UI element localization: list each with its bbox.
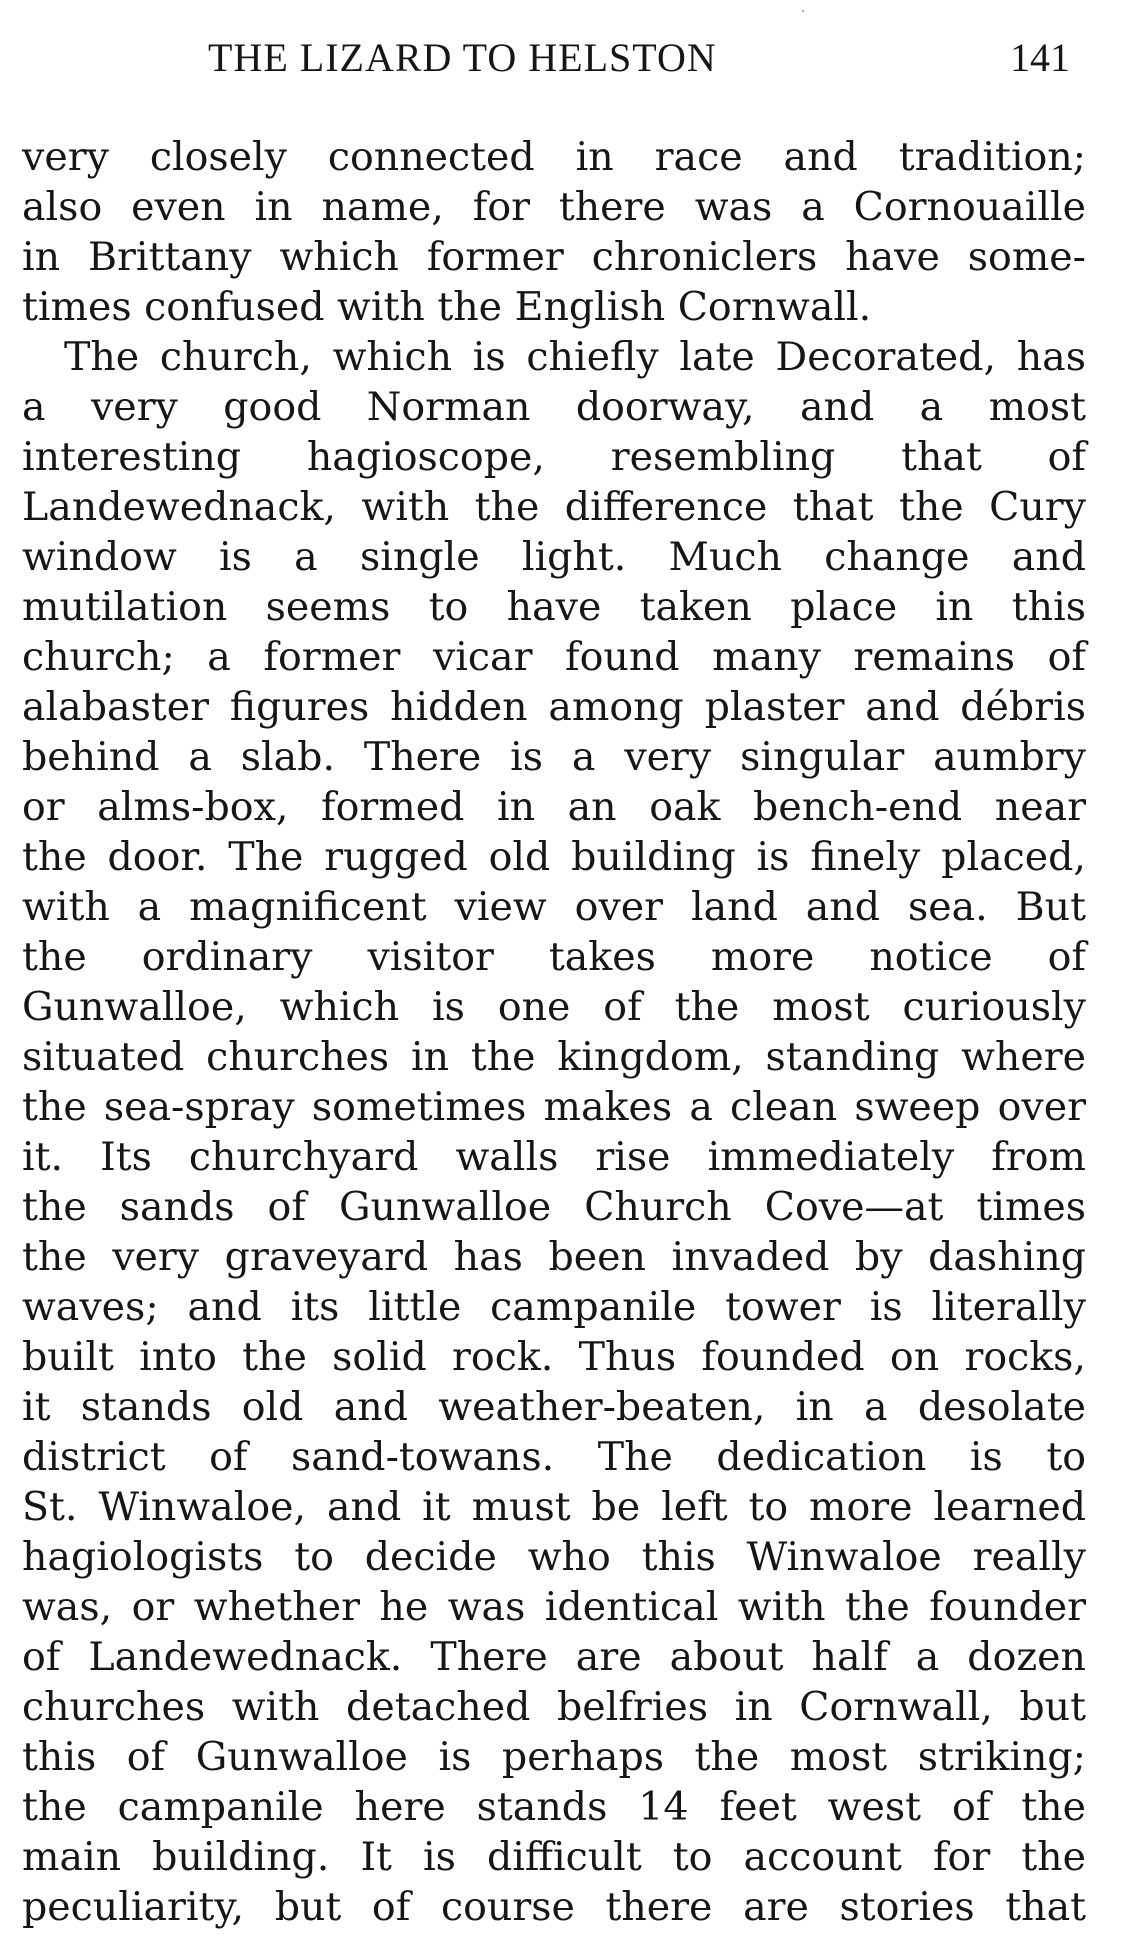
text-line: hagiologists to decide who this Winwaloe really — [22, 1534, 1086, 1580]
running-title: THE LIZARD TO HELSTON — [208, 35, 717, 80]
text-line: waves; and its little campanile tower is literally — [22, 1284, 1086, 1330]
page-number: 141 — [1010, 35, 1070, 80]
text-line: a very good Norman doorway, and a most — [22, 384, 1086, 430]
page-header — [0, 34, 1126, 94]
text-line: this of Gunwalloe is perhaps the most striking; — [22, 1734, 1086, 1780]
text-line: times confused with the English Cornwall. — [22, 284, 872, 330]
text-line: Gunwalloe, which is one of the most curiously — [22, 984, 1086, 1030]
text-line: window is a single light. Much change and — [22, 534, 1086, 580]
paragraph-start-line: The church, which is chiefly late Decorated, has — [64, 334, 1086, 380]
text-line: the ordinary visitor takes more notice of — [22, 934, 1086, 980]
text-line: it. Its churchyard walls rise immediately from — [22, 1134, 1086, 1180]
text-line: alabaster figures hidden among plaster and débris — [22, 684, 1086, 730]
text-line: main building. It is difficult to account for the — [22, 1834, 1086, 1880]
text-line: the sands of Gunwalloe Church Cove—at times — [22, 1184, 1086, 1230]
text-line: peculiarity, but of course there are stories that — [22, 1884, 1086, 1930]
text-line: Landewednack, with the difference that the Cury — [22, 484, 1086, 530]
body-text — [22, 132, 1086, 1932]
text-line: with a magnificent view over land and sea. But — [22, 884, 1086, 930]
text-line: interesting hagioscope, resembling that of — [22, 434, 1086, 480]
text-line: situated churches in the kingdom, standing where — [22, 1034, 1086, 1080]
text-line: the door. The rugged old building is finely placed, — [22, 834, 1086, 880]
text-line: mutilation seems to have taken place in this — [22, 584, 1086, 630]
text-line: it stands old and weather-beaten, in a desolate — [22, 1384, 1086, 1430]
text-line: was, or whether he was identical with the founder — [22, 1584, 1086, 1630]
text-line: also even in name, for there was a Cornouaille — [22, 184, 1086, 230]
text-line: the very graveyard has been invaded by dashing — [22, 1234, 1086, 1280]
text-line: in Brittany which former chroniclers have some- — [22, 234, 1086, 280]
scan-speck — [802, 10, 804, 12]
text-line: or alms-box, formed in an oak bench-end near — [22, 784, 1086, 830]
text-line: church; a former vicar found many remains of — [22, 634, 1086, 680]
text-line: of Landewednack. There are about half a dozen — [22, 1634, 1086, 1680]
text-line: churches with detached belfries in Cornwall, but — [22, 1684, 1086, 1730]
text-line: built into the solid rock. Thus founded on rocks, — [22, 1334, 1086, 1380]
text-line: very closely connected in race and tradition; — [22, 134, 1086, 180]
text-line: the sea-spray sometimes makes a clean sweep over — [22, 1084, 1086, 1130]
text-line: behind a slab. There is a very singular aumbry — [22, 734, 1086, 780]
text-line: the campanile here stands 14 feet west of the — [22, 1784, 1086, 1830]
text-line: district of sand-towans. The dedication is to — [22, 1434, 1086, 1480]
text-line: St. Winwaloe, and it must be left to more learned — [22, 1484, 1086, 1530]
